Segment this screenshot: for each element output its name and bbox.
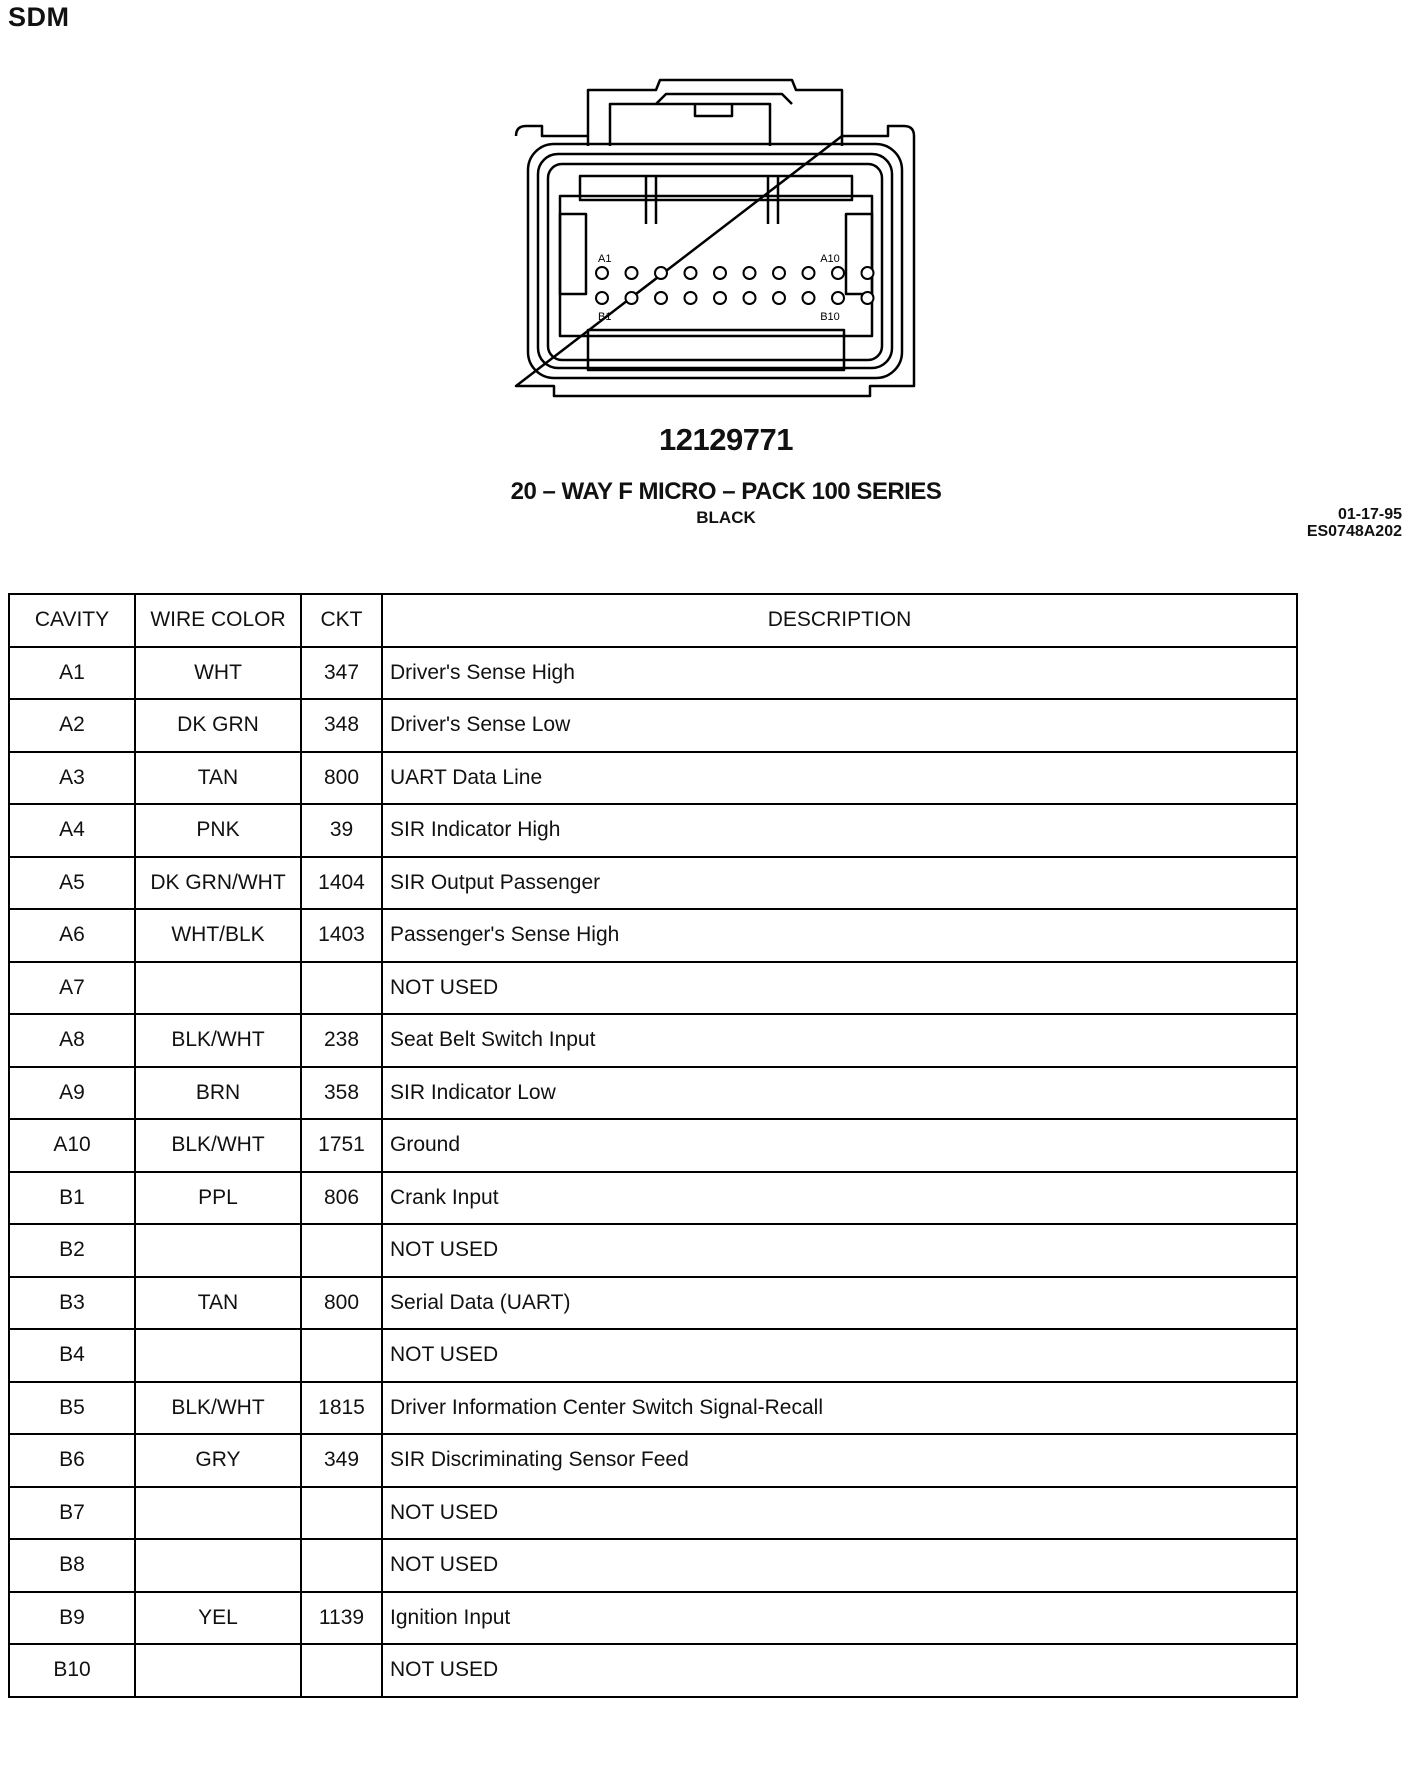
- pin-b5-cavity: [714, 292, 726, 304]
- pin-row-a: [596, 267, 874, 279]
- table-row: [9, 1487, 1297, 1540]
- table-row: [9, 1592, 1297, 1645]
- header-description: DESCRIPTION: [382, 594, 1297, 647]
- cavity-cell: A9: [9, 1067, 135, 1120]
- description-cell: Seat Belt Switch Input: [382, 1014, 1297, 1067]
- pinout-table-body: [9, 647, 1297, 1697]
- pin-a6-cavity: [744, 267, 756, 279]
- cavity-cell: A7: [9, 962, 135, 1015]
- pinout-table: [8, 593, 1298, 1698]
- wire-color-cell: WHT/BLK: [135, 909, 301, 962]
- pin-b8-cavity: [803, 292, 815, 304]
- document-reference: [1307, 506, 1402, 540]
- table-row: [9, 962, 1297, 1015]
- connector-latch: [588, 80, 842, 146]
- description-cell: Driver's Sense Low: [382, 699, 1297, 752]
- cavity-cell: B2: [9, 1224, 135, 1277]
- pin-b10-cavity: [862, 292, 874, 304]
- pin-label-b10: B10: [820, 311, 840, 323]
- description-cell: SIR Output Passenger: [382, 857, 1297, 910]
- wire-color-cell: WHT: [135, 647, 301, 700]
- wire-color-cell: TAN: [135, 1277, 301, 1330]
- ckt-cell: 1815: [301, 1382, 382, 1435]
- ckt-cell: 800: [301, 752, 382, 805]
- table-row: [9, 1329, 1297, 1382]
- ckt-cell: [301, 1644, 382, 1697]
- pin-a7-cavity: [773, 267, 785, 279]
- table-row: [9, 1119, 1297, 1172]
- wire-color-cell: YEL: [135, 1592, 301, 1645]
- description-cell: SIR Discriminating Sensor Feed: [382, 1434, 1297, 1487]
- table-row: [9, 1067, 1297, 1120]
- cavity-cell: B9: [9, 1592, 135, 1645]
- table-row: [9, 909, 1297, 962]
- pin-a9-cavity: [832, 267, 844, 279]
- pin-a2-cavity: [626, 267, 638, 279]
- ckt-cell: 806: [301, 1172, 382, 1225]
- description-cell: NOT USED: [382, 1329, 1297, 1382]
- cavity-cell: A4: [9, 804, 135, 857]
- table-row: [9, 857, 1297, 910]
- cavity-cell: B10: [9, 1644, 135, 1697]
- table-row: [9, 1434, 1297, 1487]
- ckt-cell: 1139: [301, 1592, 382, 1645]
- pin-a10-cavity: [862, 267, 874, 279]
- table-row: [9, 647, 1297, 700]
- wire-color-cell: PNK: [135, 804, 301, 857]
- pin-label-a1: A1: [598, 253, 612, 265]
- connector-color: BLACK: [696, 508, 756, 527]
- ckt-cell: [301, 962, 382, 1015]
- description-cell: SIR Indicator High: [382, 804, 1297, 857]
- ckt-cell: 238: [301, 1014, 382, 1067]
- wire-color-cell: BLK/WHT: [135, 1382, 301, 1435]
- table-row: [9, 1224, 1297, 1277]
- ckt-cell: 1403: [301, 909, 382, 962]
- cavity-cell: A6: [9, 909, 135, 962]
- cavity-cell: A8: [9, 1014, 135, 1067]
- pin-a8-cavity: [803, 267, 815, 279]
- cavity-cell: A5: [9, 857, 135, 910]
- wire-color-cell: BRN: [135, 1067, 301, 1120]
- pin-label-a10: A10: [820, 253, 840, 265]
- pin-b4-cavity: [685, 292, 697, 304]
- connector-face-diagram: [470, 76, 980, 416]
- table-row: [9, 1539, 1297, 1592]
- ckt-cell: 1404: [301, 857, 382, 910]
- header-wire-color: WIRE COLOR: [135, 594, 301, 647]
- pin-b3-cavity: [655, 292, 667, 304]
- wire-color-cell: DK GRN: [135, 699, 301, 752]
- description-cell: NOT USED: [382, 1539, 1297, 1592]
- table-header-row: [9, 594, 1297, 647]
- cavity-cell: B4: [9, 1329, 135, 1382]
- part-number: 12129771: [659, 422, 793, 457]
- ckt-cell: 347: [301, 647, 382, 700]
- pin-b7-cavity: [773, 292, 785, 304]
- wire-color-cell: [135, 1539, 301, 1592]
- wire-color-cell: [135, 1644, 301, 1697]
- wire-color-cell: [135, 1329, 301, 1382]
- cavity-cell: B6: [9, 1434, 135, 1487]
- pin-a3-cavity: [655, 267, 667, 279]
- description-cell: SIR Indicator Low: [382, 1067, 1297, 1120]
- table-row: [9, 1014, 1297, 1067]
- pin-label-b1: B1: [598, 311, 612, 323]
- cavity-cell: A2: [9, 699, 135, 752]
- connector-outer-shell: [516, 126, 914, 396]
- page-title: SDM: [8, 2, 70, 32]
- pin-a1-cavity: [596, 267, 608, 279]
- cavity-cell: A3: [9, 752, 135, 805]
- wire-color-cell: GRY: [135, 1434, 301, 1487]
- cavity-cell: A1: [9, 647, 135, 700]
- description-cell: Passenger's Sense High: [382, 909, 1297, 962]
- wire-color-cell: TAN: [135, 752, 301, 805]
- table-row: [9, 1277, 1297, 1330]
- ckt-cell: 800: [301, 1277, 382, 1330]
- pin-b9-cavity: [832, 292, 844, 304]
- table-row: [9, 1172, 1297, 1225]
- drawing-id: ES0748A202: [1306, 523, 1402, 540]
- connector-name: 20 – WAY F MICRO – PACK 100 SERIES: [510, 478, 942, 505]
- table-row: [9, 1382, 1297, 1435]
- pin-b1-cavity: [596, 292, 608, 304]
- description-cell: Driver Information Center Switch Signal-Recall: [382, 1382, 1297, 1435]
- header-cavity: CAVITY: [9, 594, 135, 647]
- ckt-cell: [301, 1329, 382, 1382]
- wire-color-cell: [135, 1224, 301, 1277]
- cavity-cell: B1: [9, 1172, 135, 1225]
- ckt-cell: [301, 1487, 382, 1540]
- description-cell: Ignition Input: [382, 1592, 1297, 1645]
- description-cell: NOT USED: [382, 962, 1297, 1015]
- pin-a4-cavity: [685, 267, 697, 279]
- ckt-cell: 349: [301, 1434, 382, 1487]
- document-date: 01-17-95: [1337, 506, 1402, 523]
- cavity-cell: B5: [9, 1382, 135, 1435]
- ckt-cell: [301, 1539, 382, 1592]
- header-ckt: CKT: [301, 594, 382, 647]
- pin-b2-cavity: [626, 292, 638, 304]
- description-cell: Serial Data (UART): [382, 1277, 1297, 1330]
- wire-color-cell: BLK/WHT: [135, 1119, 301, 1172]
- cavity-cell: B7: [9, 1487, 135, 1540]
- description-cell: NOT USED: [382, 1224, 1297, 1277]
- description-cell: UART Data Line: [382, 752, 1297, 805]
- pin-b6-cavity: [744, 292, 756, 304]
- description-cell: Crank Input: [382, 1172, 1297, 1225]
- description-cell: NOT USED: [382, 1644, 1297, 1697]
- ckt-cell: [301, 1224, 382, 1277]
- wire-color-cell: BLK/WHT: [135, 1014, 301, 1067]
- wire-color-cell: DK GRN/WHT: [135, 857, 301, 910]
- wire-color-cell: [135, 1487, 301, 1540]
- ckt-cell: 39: [301, 804, 382, 857]
- ckt-cell: 348: [301, 699, 382, 752]
- description-cell: Driver's Sense High: [382, 647, 1297, 700]
- table-row: [9, 752, 1297, 805]
- cavity-cell: B8: [9, 1539, 135, 1592]
- cavity-cell: B3: [9, 1277, 135, 1330]
- table-row: [9, 804, 1297, 857]
- table-row: [9, 1644, 1297, 1697]
- wire-color-cell: PPL: [135, 1172, 301, 1225]
- ckt-cell: 1751: [301, 1119, 382, 1172]
- cavity-cell: A10: [9, 1119, 135, 1172]
- description-cell: NOT USED: [382, 1487, 1297, 1540]
- table-row: [9, 699, 1297, 752]
- ckt-cell: 358: [301, 1067, 382, 1120]
- wire-color-cell: [135, 962, 301, 1015]
- description-cell: Ground: [382, 1119, 1297, 1172]
- pin-a5-cavity: [714, 267, 726, 279]
